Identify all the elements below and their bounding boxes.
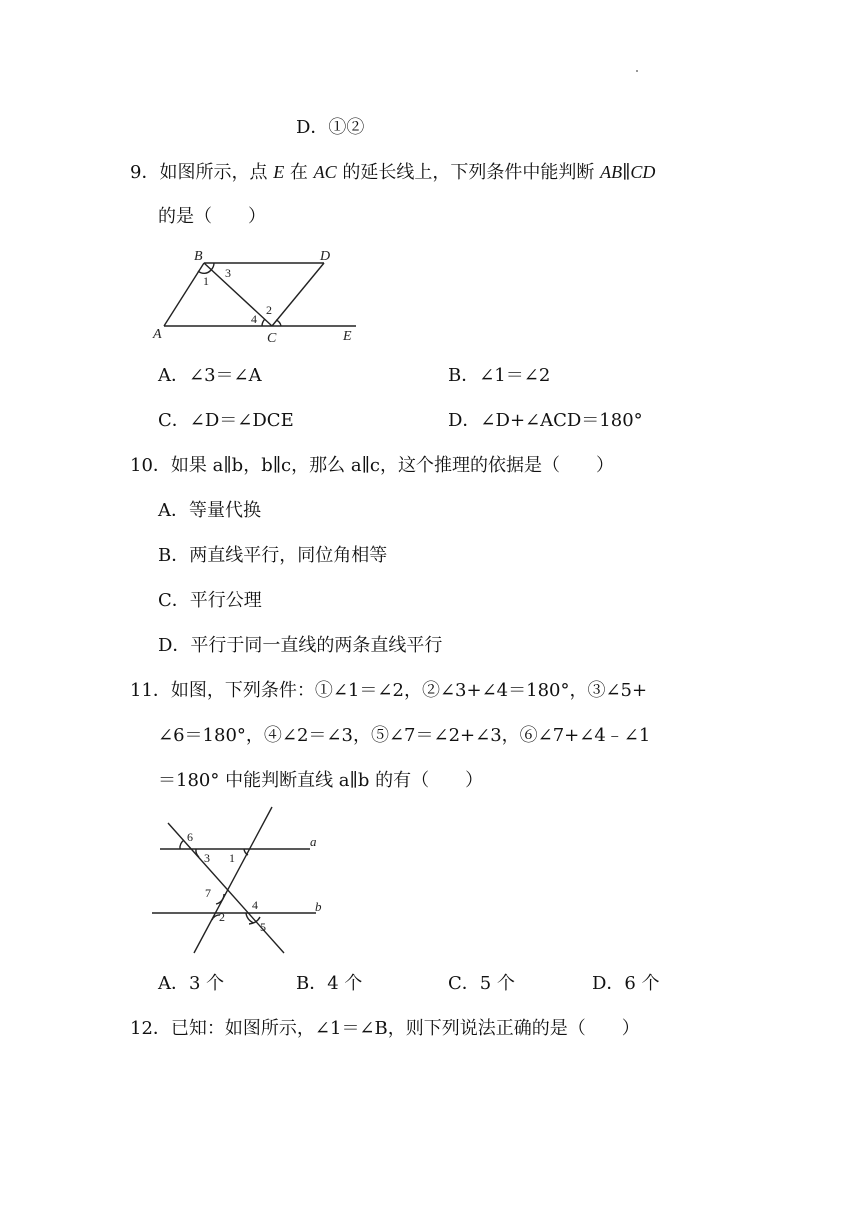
- q9-line-ab: [164, 263, 204, 326]
- q9-label-c: C: [267, 331, 277, 346]
- q9-line-cd: [272, 263, 324, 326]
- q11-label-7: 7: [205, 886, 211, 900]
- q9-label-2: 2: [266, 303, 272, 317]
- q10-option-a: A．等量代换: [158, 500, 261, 521]
- q9-label-1: 1: [203, 274, 209, 288]
- q9-figure: [148, 244, 364, 346]
- q9-stem-line2: 的是（ ）: [158, 206, 266, 227]
- q11-arc-7: [216, 894, 224, 904]
- q11-label-6: 6: [187, 830, 193, 844]
- q9-label-b: B: [194, 249, 203, 264]
- page-dot: [636, 70, 638, 72]
- q11-option-a: A．3 个: [158, 973, 225, 994]
- q12-stem: 12．已知：如图所示，∠1＝∠B，则下列说法正确的是（ ）: [130, 1018, 640, 1039]
- q10-option-d: D．平行于同一直线的两条直线平行: [158, 635, 443, 656]
- q11-stem-line2: ∠6＝180°，④∠2＝∠3，⑤∠7＝∠2+∠3，⑥∠7+∠4﹣∠1: [158, 725, 651, 746]
- q10-stem: 10．如果 a∥b，b∥c，那么 a∥c，这个推理的依据是（ ）: [130, 455, 614, 476]
- q9-label-d: D: [320, 249, 331, 264]
- q9-label-a: A: [153, 327, 162, 342]
- q11-option-c: C．5 个: [448, 973, 515, 994]
- q11-label-1: 1: [229, 851, 235, 865]
- q11-arc-6: [180, 840, 184, 849]
- q9-label-4: 4: [251, 312, 257, 326]
- q11-transversal-1: [168, 823, 284, 953]
- q11-option-d: D．6 个: [592, 973, 660, 994]
- q11-label-4: 4: [252, 898, 258, 912]
- q11-figure: [150, 805, 330, 955]
- q9-option-d: D．∠D+∠ACD＝180°: [448, 410, 643, 431]
- q11-stem-line1: 11．如图，下列条件：①∠1＝∠2，②∠3+∠4＝180°，③∠5+: [130, 680, 648, 701]
- q11-label-2: 2: [219, 910, 225, 924]
- q11-option-b: B．4 个: [296, 973, 363, 994]
- q9-label-3: 3: [225, 266, 231, 280]
- q10-option-c: C．平行公理: [158, 590, 262, 611]
- q9-line-bc: [204, 263, 272, 326]
- q10-option-b: B．两直线平行，同位角相等: [158, 545, 388, 566]
- q9-option-c: C．∠D＝∠DCE: [158, 410, 294, 431]
- q9-option-a: A．∠3＝∠A: [158, 365, 262, 386]
- q11-label-a: a: [310, 834, 317, 849]
- q9-arc-2: [276, 320, 281, 326]
- q11-label-b: b: [315, 899, 322, 914]
- q9-arc-4: [262, 319, 265, 326]
- q9-label-e: E: [343, 329, 352, 344]
- q9-stem-line1: 9．如图所示，点 E 在 AC 的延长线上，下列条件中能判断 AB∥CD: [130, 162, 656, 183]
- q9-arc-3: [211, 263, 214, 270]
- q11-label-5: 5: [260, 920, 266, 934]
- q8-option-d: D．①②: [296, 117, 365, 138]
- q11-stem-line3: ＝180° 中能判断直线 a∥b 的有（ ）: [158, 770, 484, 791]
- q11-label-3: 3: [204, 851, 210, 865]
- q9-option-b: B．∠1＝∠2: [448, 365, 551, 386]
